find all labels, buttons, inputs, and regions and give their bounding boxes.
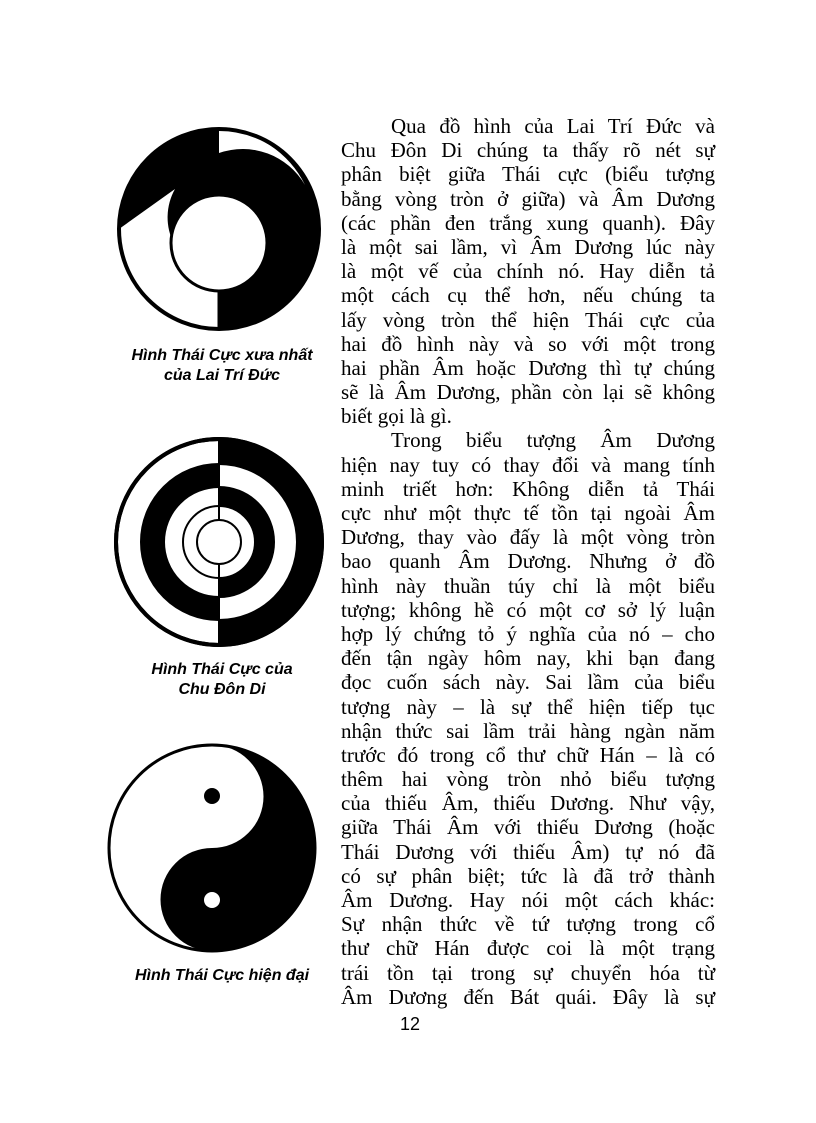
text-line: tượng; không hề có một cơ sở lý luận bbox=[341, 597, 715, 622]
paragraph-2 bbox=[341, 428, 715, 1009]
paragraph-1 bbox=[341, 114, 715, 428]
text-line: Thái Dương với thiếu Âm) tự nó đã bbox=[341, 839, 715, 864]
text-line: đến tận ngày hôm nay, khi bạn đang bbox=[341, 646, 715, 671]
text-line: nhận thức sai lầm trải hàng ngàn năm bbox=[341, 718, 715, 743]
text-line: lấy vòng tròn thể hiện Thái cực của bbox=[341, 307, 715, 332]
caption-line: của Lai Trí Đức bbox=[163, 367, 281, 384]
text-line: thêm hai vòng tròn nhỏ biểu tượng bbox=[341, 767, 715, 792]
text-line: thư chữ Hán được coi là một trạng bbox=[341, 936, 715, 961]
caption-line: Hình Thái Cực của bbox=[151, 661, 293, 678]
text-line: Âm Dương đến Bát quái. Đây là sự bbox=[341, 984, 715, 1009]
figure-caption-modern bbox=[107, 966, 337, 986]
text-line: Sự nhận thức về tứ tượng trong cổ bbox=[341, 912, 715, 937]
text-line: là một sai lầm, vì Âm Dương lúc này bbox=[341, 234, 715, 259]
text-line: Trong biểu tượng Âm Dương bbox=[391, 428, 715, 453]
text-line: giữa Thái Âm với thiếu Dương (hoặc bbox=[341, 815, 715, 840]
caption-line: Chu Đôn Di bbox=[178, 681, 266, 698]
text-line: Âm Dương. Hay nói một cách khác: bbox=[341, 888, 715, 912]
text-line: Qua đồ hình của Lai Trí Đức và bbox=[391, 114, 715, 138]
caption-line: Hình Thái Cực hiện đại bbox=[134, 967, 310, 984]
text-line: trái tồn tại trong sự chuyển hóa từ bbox=[341, 960, 715, 985]
text-line: cực như một thực tế tồn tại ngoài Âm bbox=[341, 501, 715, 525]
modern-yin-yang-symbol bbox=[107, 743, 317, 953]
text-line: hai đồ hình này và so với một trong bbox=[341, 331, 715, 356]
body-text bbox=[341, 114, 715, 1009]
text-line: của thiếu Âm, thiếu Dương. Như vậy, bbox=[341, 791, 715, 816]
caption-line: Hình Thái Cực xưa nhất bbox=[131, 347, 313, 364]
text-line: hình này thuần túy chỉ là một biểu bbox=[341, 573, 715, 598]
text-line: trước đó trong cổ thư chữ Hán – là có bbox=[341, 742, 715, 767]
text-line: hợp lý chứng tỏ ý nghĩa của nó – cho bbox=[341, 621, 715, 646]
text-line: đọc cuốn sách này. Sai lầm của biểu bbox=[341, 670, 715, 695]
chu-don-di-taiji-diagram bbox=[114, 437, 324, 647]
lai-tri-duc-taiji-diagram bbox=[115, 125, 323, 333]
text-line: hai phần Âm hoặc Dương thì tự chúng bbox=[341, 355, 715, 380]
text-line: Chu Đôn Di chúng ta thấy rõ nét sự bbox=[341, 138, 715, 163]
text-line: bằng vòng tròn ở giữa) và Âm Dương bbox=[341, 186, 715, 211]
text-line: phân biệt giữa Thái cực (biểu tượng bbox=[341, 162, 715, 187]
text-line: (các phần đen trắng xung quanh). Đây bbox=[341, 210, 715, 235]
figure-caption-chu-don-di bbox=[107, 660, 337, 700]
figure-caption-lai-tri-duc bbox=[107, 346, 337, 386]
page-number: 12 bbox=[399, 1014, 421, 1034]
text-line: biết gọi là gì. bbox=[341, 404, 452, 429]
text-line: là một vế của chính nó. Hay diễn tả bbox=[341, 259, 715, 284]
text-line: bao quanh Âm Dương. Nhưng ở đồ bbox=[341, 549, 715, 574]
text-line: một cách cụ thể hơn, nếu chúng ta bbox=[341, 283, 715, 308]
text-line: minh triết hơn: Không diễn tả Thái bbox=[341, 476, 715, 501]
text-line: tượng này – là sự thể hiện tiếp tục bbox=[341, 694, 715, 719]
text-line: sẽ là Âm Dương, phần còn lại sẽ không bbox=[341, 380, 715, 405]
text-line: Dương, thay vào đấy là một vòng tròn bbox=[341, 525, 715, 550]
text-line: có sự phân biệt; tức là đã trở thành bbox=[341, 863, 715, 888]
text-line: hiện nay tuy có thay đổi và mang tính bbox=[341, 452, 715, 477]
